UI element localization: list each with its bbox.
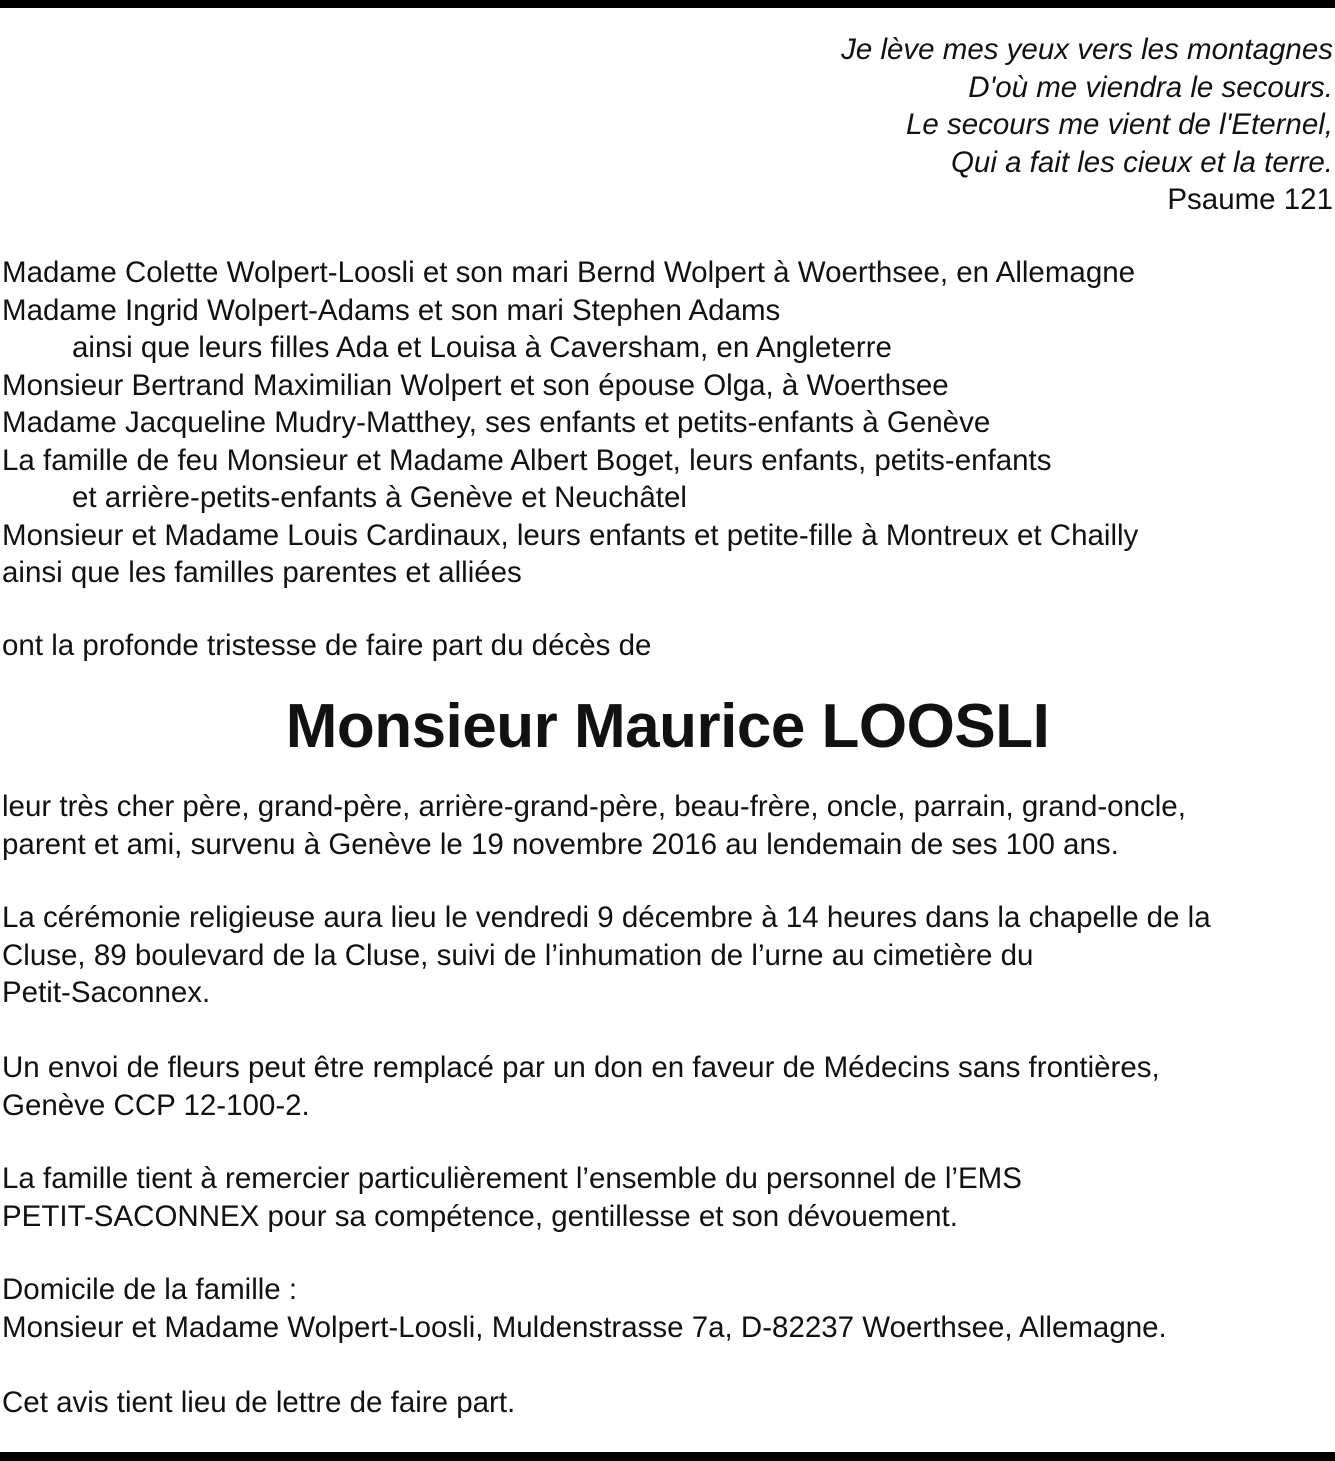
family-line: La famille de feu Monsieur et Madame Albert Boget, leurs enfants, petits-enfants — [2, 443, 1052, 477]
paragraph-line: La cérémonie religieuse aura lieu le vendredi 9 décembre à 14 heures dans la chapelle de la — [2, 901, 1211, 934]
paragraph-line: Genève CCP 12-100-2. — [2, 1088, 310, 1122]
family-line: Madame Ingrid Wolpert-Adams et son mari Stephen Adams — [2, 293, 781, 327]
paragraph-line: La famille tient à remercier particulièrement l’ensemble du personnel de l’EMS — [2, 1162, 1022, 1195]
top-rule — [0, 0, 1335, 8]
epigraph-line: Qui a fait les cieux et la terre. — [950, 145, 1333, 179]
family-line: ainsi que les familles parentes et alliées — [2, 556, 522, 589]
paragraph-domicile — [2, 1271, 1335, 1346]
paragraph-line: Cluse, 89 boulevard de la Cluse, suivi de l’inhumation de l’urne au cimetière du — [2, 938, 1034, 972]
epigraph — [841, 31, 1333, 219]
paragraph-line: leur très cher père, grand-père, arrière-grand-père, beau-frère, oncle, parrain, grand-oncle, — [2, 790, 1186, 823]
family-line: Madame Jacqueline Mudry-Matthey, ses enfants et petits-enfants à Genève — [2, 406, 991, 439]
family-line: Monsieur et Madame Louis Cardinaux, leurs enfants et petite-fille à Montreux et Chailly — [2, 518, 1139, 552]
paragraph-ceremony — [2, 899, 1335, 1012]
paragraph-line: PETIT-SACONNEX pour sa compétence, gentillesse et son dévouement. — [2, 1199, 958, 1233]
epigraph-reference: Psaume 121 — [1167, 183, 1333, 216]
paragraph-line: Monsieur et Madame Wolpert-Loosli, Muldenstrasse 7a, D-82237 Woerthsee, Allemagne. — [2, 1310, 1167, 1344]
family-list — [2, 254, 1335, 592]
deceased-name: Monsieur Maurice LOOSLI — [285, 692, 1050, 761]
family-line: Madame Colette Wolpert-Loosli et son mari Bernd Wolpert à Woerthsee, en Allemagne — [2, 256, 1136, 289]
paragraph-line: Petit-Saconnex. — [2, 976, 211, 1009]
paragraph-line: Domicile de la famille : — [2, 1273, 298, 1306]
epigraph-line: Je lève mes yeux vers les montagnes — [841, 33, 1333, 66]
paragraph-line: parent et ami, survenu à Genève le 19 novembre 2016 au lendemain de ses 100 ans. — [2, 827, 1119, 861]
bottom-rule — [0, 1452, 1335, 1461]
family-line: et arrière-petits-enfants à Genève et Neuchâtel — [72, 481, 687, 514]
paragraph-closing — [2, 1384, 1335, 1422]
paragraph-line: Un envoi de fleurs peut être remplacé par un don en faveur de Médecins sans frontières, — [2, 1051, 1160, 1084]
paragraph-line: Cet avis tient lieu de lettre de faire part. — [2, 1386, 516, 1419]
family-line: ainsi que leurs filles Ada et Louisa à Caversham, en Angleterre — [72, 331, 892, 364]
epigraph-line: Le secours me vient de l'Eternel, — [905, 108, 1333, 141]
epigraph-line: D'où me viendra le secours. — [968, 70, 1333, 104]
announcement: ont la profonde tristesse de faire part du décès de — [2, 629, 652, 662]
family-line: Monsieur Bertrand Maximilian Wolpert et son épouse Olga, à Woerthsee — [2, 368, 949, 402]
paragraph-donation — [2, 1049, 1335, 1124]
paragraph-tribute — [2, 788, 1335, 863]
paragraph-thanks — [2, 1160, 1335, 1235]
